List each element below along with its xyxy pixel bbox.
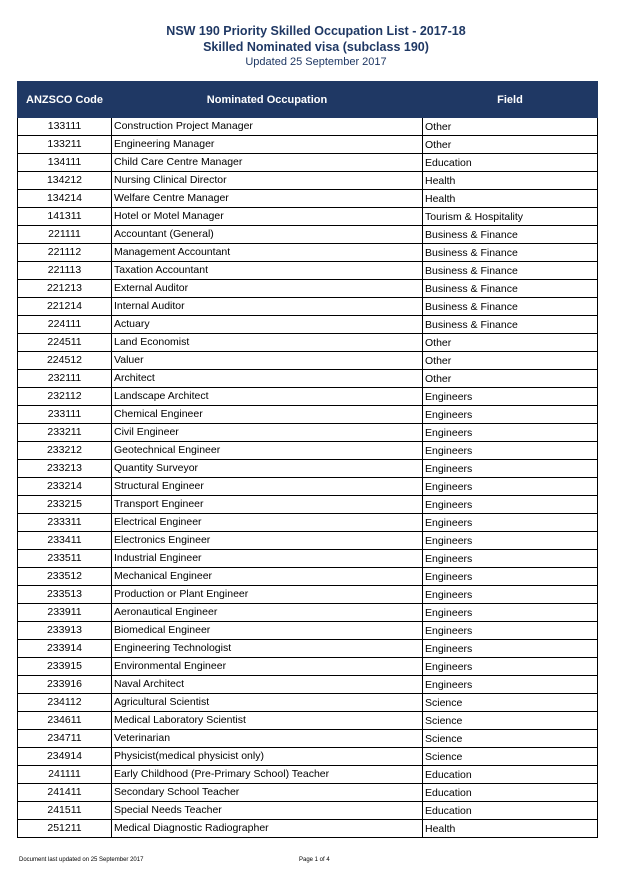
- occupation-cell: Physicist(medical physicist only): [112, 748, 423, 766]
- field-cell: Other: [423, 334, 598, 352]
- table-row: [18, 550, 598, 568]
- table-row: [18, 262, 598, 280]
- occupation-cell: Electrical Engineer: [112, 514, 423, 532]
- table-row: [18, 568, 598, 586]
- table-row: [18, 244, 598, 262]
- column-header-occupation: Nominated Occupation: [112, 82, 423, 118]
- table-row: [18, 118, 598, 136]
- table-row: [18, 802, 598, 820]
- field-cell: Engineers: [423, 424, 598, 442]
- anzsco-code-cell: 224512: [18, 352, 112, 370]
- occupation-cell: Landscape Architect: [112, 388, 423, 406]
- anzsco-code-cell: 134214: [18, 190, 112, 208]
- anzsco-code-cell: 234711: [18, 730, 112, 748]
- anzsco-code-cell: 234611: [18, 712, 112, 730]
- field-cell: Science: [423, 694, 598, 712]
- occupation-cell: Early Childhood (Pre-Primary School) Teacher: [112, 766, 423, 784]
- occupation-cell: Nursing Clinical Director: [112, 172, 423, 190]
- table-row: [18, 604, 598, 622]
- document-title: NSW 190 Priority Skilled Occupation List - 2017-18: [166, 24, 466, 38]
- anzsco-code-cell: 133211: [18, 136, 112, 154]
- table-row: [18, 496, 598, 514]
- occupation-cell: Actuary: [112, 316, 423, 334]
- occupation-cell: Chemical Engineer: [112, 406, 423, 424]
- anzsco-code-cell: 221112: [18, 244, 112, 262]
- table-row: [18, 658, 598, 676]
- field-cell: Other: [423, 118, 598, 136]
- occupation-table: [17, 81, 598, 838]
- table-row: [18, 190, 598, 208]
- anzsco-code-cell: 221111: [18, 226, 112, 244]
- field-cell: Engineers: [423, 406, 598, 424]
- anzsco-code-cell: 141311: [18, 208, 112, 226]
- occupation-cell: Agricultural Scientist: [112, 694, 423, 712]
- field-cell: Science: [423, 712, 598, 730]
- occupation-cell: Special Needs Teacher: [112, 802, 423, 820]
- table-row: [18, 694, 598, 712]
- field-cell: Science: [423, 748, 598, 766]
- anzsco-code-cell: 233214: [18, 478, 112, 496]
- anzsco-code-cell: 134212: [18, 172, 112, 190]
- occupation-cell: Medical Laboratory Scientist: [112, 712, 423, 730]
- field-cell: Engineers: [423, 532, 598, 550]
- anzsco-code-cell: 221213: [18, 280, 112, 298]
- occupation-cell: Biomedical Engineer: [112, 622, 423, 640]
- occupation-cell: Environmental Engineer: [112, 658, 423, 676]
- table-row: [18, 442, 598, 460]
- occupation-cell: Geotechnical Engineer: [112, 442, 423, 460]
- anzsco-code-cell: 233916: [18, 676, 112, 694]
- field-cell: Education: [423, 154, 598, 172]
- anzsco-code-cell: 233513: [18, 586, 112, 604]
- occupation-cell: Medical Diagnostic Radiographer: [112, 820, 423, 838]
- table-row: [18, 730, 598, 748]
- table-row: [18, 388, 598, 406]
- field-cell: Engineers: [423, 496, 598, 514]
- document-header: [0, 23, 632, 69]
- anzsco-code-cell: 224511: [18, 334, 112, 352]
- table-row: [18, 208, 598, 226]
- field-cell: Business & Finance: [423, 298, 598, 316]
- anzsco-code-cell: 233111: [18, 406, 112, 424]
- anzsco-code-cell: 233511: [18, 550, 112, 568]
- occupation-cell: Naval Architect: [112, 676, 423, 694]
- anzsco-code-cell: 221113: [18, 262, 112, 280]
- occupation-cell: Child Care Centre Manager: [112, 154, 423, 172]
- anzsco-code-cell: 233215: [18, 496, 112, 514]
- table-header-row: [18, 82, 598, 118]
- occupation-cell: Accountant (General): [112, 226, 423, 244]
- column-header-code: ANZSCO Code: [18, 82, 112, 118]
- anzsco-code-cell: 241111: [18, 766, 112, 784]
- table-row: [18, 316, 598, 334]
- anzsco-code-cell: 251211: [18, 820, 112, 838]
- anzsco-code-cell: 233911: [18, 604, 112, 622]
- occupation-cell: Civil Engineer: [112, 424, 423, 442]
- field-cell: Business & Finance: [423, 226, 598, 244]
- anzsco-code-cell: 233411: [18, 532, 112, 550]
- field-cell: Engineers: [423, 586, 598, 604]
- occupation-cell: Management Accountant: [112, 244, 423, 262]
- occupation-cell: Quantity Surveyor: [112, 460, 423, 478]
- anzsco-code-cell: 241511: [18, 802, 112, 820]
- anzsco-code-cell: 133111: [18, 118, 112, 136]
- updated-date: Updated 25 September 2017: [245, 56, 387, 68]
- occupation-cell: Land Economist: [112, 334, 423, 352]
- field-cell: Other: [423, 352, 598, 370]
- anzsco-code-cell: 232111: [18, 370, 112, 388]
- occupation-cell: Construction Project Manager: [112, 118, 423, 136]
- document-subtitle: Skilled Nominated visa (subclass 190): [203, 40, 429, 54]
- field-cell: Engineers: [423, 676, 598, 694]
- field-cell: Business & Finance: [423, 280, 598, 298]
- table-row: [18, 298, 598, 316]
- table-row: [18, 424, 598, 442]
- table-row: [18, 226, 598, 244]
- occupation-cell: Structural Engineer: [112, 478, 423, 496]
- occupation-cell: Electronics Engineer: [112, 532, 423, 550]
- table-row: [18, 640, 598, 658]
- anzsco-code-cell: 221214: [18, 298, 112, 316]
- field-cell: Engineers: [423, 622, 598, 640]
- anzsco-code-cell: 234914: [18, 748, 112, 766]
- table-row: [18, 784, 598, 802]
- field-cell: Engineers: [423, 658, 598, 676]
- table-row: [18, 766, 598, 784]
- occupation-cell: Veterinarian: [112, 730, 423, 748]
- anzsco-code-cell: 232112: [18, 388, 112, 406]
- table-row: [18, 172, 598, 190]
- anzsco-code-cell: 233913: [18, 622, 112, 640]
- field-cell: Education: [423, 766, 598, 784]
- table-row: [18, 676, 598, 694]
- table-row: [18, 280, 598, 298]
- anzsco-code-cell: 233211: [18, 424, 112, 442]
- anzsco-code-cell: 234112: [18, 694, 112, 712]
- field-cell: Health: [423, 190, 598, 208]
- footer-page-number: Page 1 of 4: [299, 857, 330, 863]
- anzsco-code-cell: 233212: [18, 442, 112, 460]
- field-cell: Engineers: [423, 442, 598, 460]
- field-cell: Engineers: [423, 604, 598, 622]
- occupation-cell: Welfare Centre Manager: [112, 190, 423, 208]
- occupation-cell: Hotel or Motel Manager: [112, 208, 423, 226]
- occupation-cell: Mechanical Engineer: [112, 568, 423, 586]
- anzsco-code-cell: 233914: [18, 640, 112, 658]
- field-cell: Other: [423, 136, 598, 154]
- table-row: [18, 586, 598, 604]
- table-row: [18, 478, 598, 496]
- field-cell: Business & Finance: [423, 262, 598, 280]
- table-row: [18, 136, 598, 154]
- anzsco-code-cell: 241411: [18, 784, 112, 802]
- occupation-cell: Secondary School Teacher: [112, 784, 423, 802]
- anzsco-code-cell: 233512: [18, 568, 112, 586]
- table-body: [18, 118, 598, 838]
- occupation-cell: Industrial Engineer: [112, 550, 423, 568]
- anzsco-code-cell: 233213: [18, 460, 112, 478]
- table-row: [18, 622, 598, 640]
- anzsco-code-cell: 233311: [18, 514, 112, 532]
- table-row: [18, 514, 598, 532]
- field-cell: Health: [423, 820, 598, 838]
- field-cell: Engineers: [423, 514, 598, 532]
- table-row: [18, 352, 598, 370]
- table-row: [18, 460, 598, 478]
- table-row: [18, 712, 598, 730]
- occupation-cell: Taxation Accountant: [112, 262, 423, 280]
- field-cell: Tourism & Hospitality: [423, 208, 598, 226]
- field-cell: Education: [423, 802, 598, 820]
- field-cell: Science: [423, 730, 598, 748]
- anzsco-code-cell: 134111: [18, 154, 112, 172]
- occupation-cell: Internal Auditor: [112, 298, 423, 316]
- column-header-field: Field: [423, 82, 598, 118]
- anzsco-code-cell: 224111: [18, 316, 112, 334]
- table-row: [18, 154, 598, 172]
- field-cell: Engineers: [423, 478, 598, 496]
- footer-last-updated: Document last updated on 25 September 2017: [19, 857, 144, 863]
- table-row: [18, 532, 598, 550]
- table-row: [18, 820, 598, 838]
- field-cell: Engineers: [423, 388, 598, 406]
- anzsco-code-cell: 233915: [18, 658, 112, 676]
- field-cell: Education: [423, 784, 598, 802]
- table-row: [18, 370, 598, 388]
- field-cell: Engineers: [423, 640, 598, 658]
- occupation-cell: Valuer: [112, 352, 423, 370]
- occupation-cell: External Auditor: [112, 280, 423, 298]
- field-cell: Business & Finance: [423, 244, 598, 262]
- field-cell: Engineers: [423, 568, 598, 586]
- table-row: [18, 334, 598, 352]
- table-row: [18, 406, 598, 424]
- occupation-cell: Production or Plant Engineer: [112, 586, 423, 604]
- field-cell: Business & Finance: [423, 316, 598, 334]
- field-cell: Engineers: [423, 460, 598, 478]
- occupation-cell: Engineering Manager: [112, 136, 423, 154]
- field-cell: Engineers: [423, 550, 598, 568]
- occupation-cell: Aeronautical Engineer: [112, 604, 423, 622]
- occupation-cell: Engineering Technologist: [112, 640, 423, 658]
- occupation-cell: Transport Engineer: [112, 496, 423, 514]
- field-cell: Other: [423, 370, 598, 388]
- occupation-cell: Architect: [112, 370, 423, 388]
- table-row: [18, 748, 598, 766]
- field-cell: Health: [423, 172, 598, 190]
